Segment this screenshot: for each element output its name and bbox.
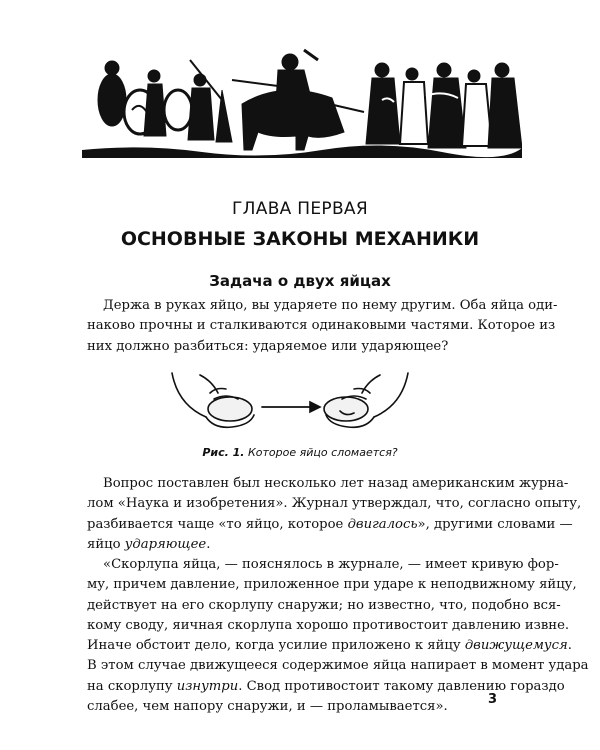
caption-text: Которое яйцо сломается? (247, 446, 398, 459)
intro-paragraph (87, 296, 558, 357)
quote-paragraph (87, 555, 589, 717)
text-line: яйцо ударяющее. (87, 536, 211, 552)
text-line: слабее, чем напору снаружи, и — проламывается». (87, 699, 448, 715)
text-line: Вопрос поставлен был несколько лет назад американским журна- (103, 476, 569, 491)
text-line: лом «Наука и изобретения». Журнал утверждал, что, согласно опыту, (87, 496, 582, 512)
text-line: действует на его скорлупу снаружи; но известно, что, подобно вся- (87, 597, 561, 613)
text-line: кому своду, яичная скорлупа хорошо противостоит давлению извне. (87, 617, 570, 633)
section-title: Задача о двух яйцах (209, 272, 391, 290)
text-line: них должно разбиться: ударяемое или ударяющее? (87, 338, 449, 354)
engraving-banner (82, 40, 522, 160)
text-line: му, причем давление, приложенное при ударе к неподвижному яйцу, (87, 577, 577, 593)
text-line: на скорлупу изнутри. Свод противостоит такому давлению гораздо (87, 678, 565, 694)
text-line: Держа в руках яйцо, вы ударяете по нему другим. Оба яйца оди- (103, 298, 558, 313)
chapter-title: ОСНОВНЫЕ ЗАКОНЫ МЕХАНИКИ (120, 228, 480, 250)
chapter-label: ГЛАВА ПЕРВАЯ (232, 199, 368, 219)
text-line: В этом случае движущееся содержимое яйца напирает в момент удара (87, 658, 589, 674)
caption-label: Рис. 1. (202, 446, 245, 459)
text-line: Иначе обстоит дело, когда усилие приложено к яйцу движущемуся. (87, 638, 572, 654)
text-line: наково прочны и сталкиваются одинаковыми частями. Которое из (87, 318, 556, 334)
figure-caption (0, 446, 600, 459)
page-number: 3 (488, 692, 498, 707)
text-line: разбивается чаще «то яйцо, которое двигалось», другими словами — (87, 516, 573, 532)
answer-paragraph (87, 474, 582, 555)
text-line: «Скорлупа яйца, — пояснялось в журнале, — имеет кривую фор- (103, 557, 559, 572)
figure-eggs (170, 365, 410, 440)
